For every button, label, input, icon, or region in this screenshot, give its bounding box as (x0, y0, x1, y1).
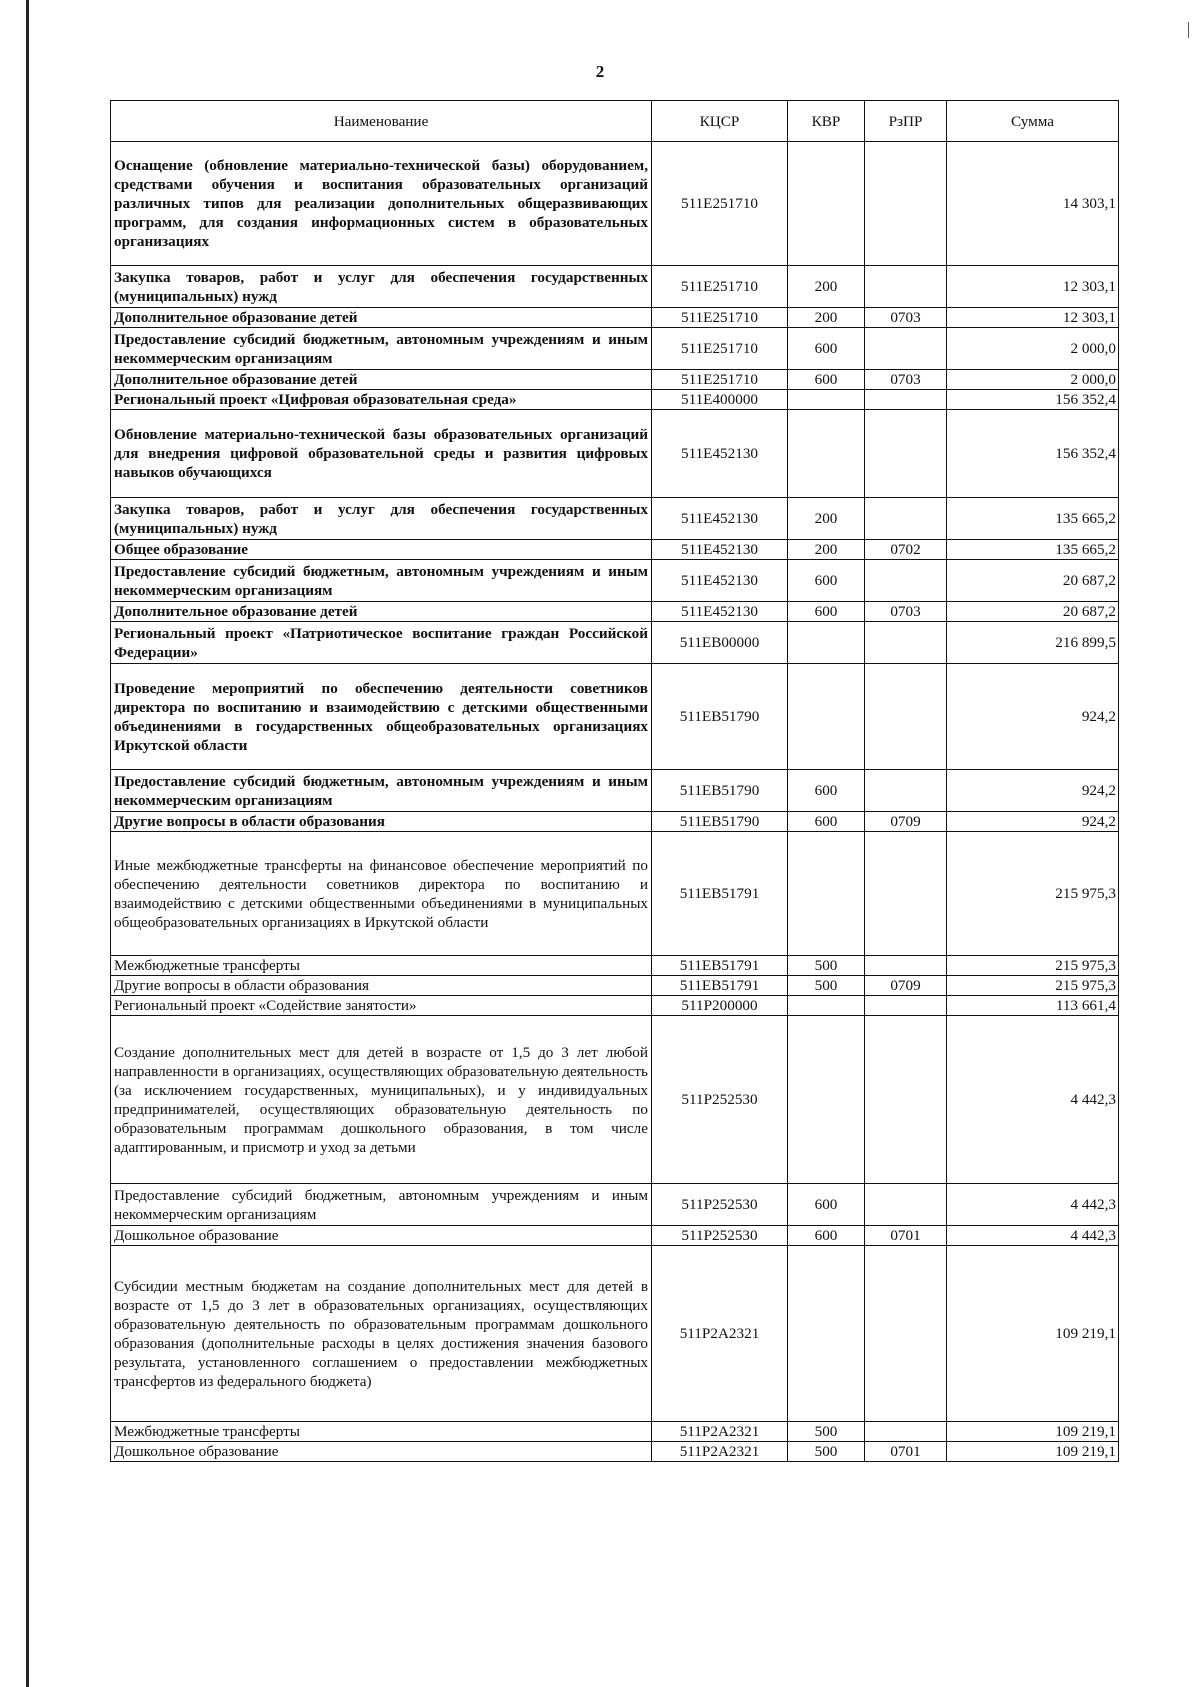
cell-sum: 113 661,4 (947, 996, 1119, 1016)
cell-kcsr: 511EB00000 (652, 622, 788, 664)
cell-sum: 135 665,2 (947, 540, 1119, 560)
cell-kcsr: 511E251710 (652, 142, 788, 266)
cell-rzpr (865, 266, 947, 308)
cell-sum: 215 975,3 (947, 956, 1119, 976)
cell-rzpr (865, 622, 947, 664)
cell-rzpr (865, 498, 947, 540)
cell-sum: 12 303,1 (947, 266, 1119, 308)
cell-kvr (788, 664, 865, 770)
cell-rzpr: 0703 (865, 370, 947, 390)
cell-name: Дополнительное образование детей (111, 308, 652, 328)
table-row (111, 1226, 1119, 1246)
cell-kcsr: 511P2A2321 (652, 1246, 788, 1422)
cell-sum: 4 442,3 (947, 1184, 1119, 1226)
table-row (111, 622, 1119, 664)
cell-kvr (788, 410, 865, 498)
cell-rzpr (865, 770, 947, 812)
table-row (111, 498, 1119, 540)
cell-kcsr: 511P2A2321 (652, 1442, 788, 1462)
header-sum: Сумма (947, 101, 1119, 142)
cell-kcsr: 511EB51791 (652, 976, 788, 996)
table-row (111, 540, 1119, 560)
cell-name: Дополнительное образование детей (111, 602, 652, 622)
cell-name: Дошкольное образование (111, 1442, 652, 1462)
cell-rzpr (865, 390, 947, 410)
cell-sum: 14 303,1 (947, 142, 1119, 266)
cell-name: Предоставление субсидий бюджетным, автономным учреждениям и иным некоммерческим организациям (111, 328, 652, 370)
cell-kvr: 600 (788, 1184, 865, 1226)
cell-rzpr: 0709 (865, 976, 947, 996)
table-row (111, 956, 1119, 976)
header-kvr: КВР (788, 101, 865, 142)
cell-kvr (788, 390, 865, 410)
cell-kcsr: 511P252530 (652, 1184, 788, 1226)
cell-kcsr: 511E452130 (652, 602, 788, 622)
cell-rzpr (865, 996, 947, 1016)
table-row (111, 1016, 1119, 1184)
cell-sum: 215 975,3 (947, 976, 1119, 996)
cell-sum: 924,2 (947, 664, 1119, 770)
binding-line-right (1188, 22, 1189, 38)
cell-name: Предоставление субсидий бюджетным, автономным учреждениям и иным некоммерческим организациям (111, 560, 652, 602)
cell-sum: 156 352,4 (947, 410, 1119, 498)
cell-kvr: 600 (788, 770, 865, 812)
cell-name: Межбюджетные трансферты (111, 956, 652, 976)
table-row (111, 410, 1119, 498)
table-row (111, 142, 1119, 266)
cell-name: Оснащение (обновление материально-технической базы) оборудованием, средствами обучения и воспитания образовательных организаций различных типов для реализации дополнительных общеразвивающих программ, для создания информационных систем в образовательных организациях (111, 142, 652, 266)
cell-kvr (788, 142, 865, 266)
cell-name: Общее образование (111, 540, 652, 560)
cell-sum: 156 352,4 (947, 390, 1119, 410)
cell-rzpr (865, 142, 947, 266)
cell-kcsr: 511E400000 (652, 390, 788, 410)
table-row (111, 770, 1119, 812)
cell-name: Предоставление субсидий бюджетным, автономным учреждениям и иным некоммерческим организациям (111, 770, 652, 812)
cell-kcsr: 511EB51791 (652, 956, 788, 976)
table-row (111, 1442, 1119, 1462)
cell-name: Создание дополнительных мест для детей в возрасте от 1,5 до 3 лет любой направленности в организациях, осуществляющих образовательную деятельность (за исключением государственных, муниципальных), и у индивидуальных предпринимателей, осуществляющих образовательную деятельность по образовательным программам дошкольного образования, в том числе адаптированным, и присмотр и уход за детьми (111, 1016, 652, 1184)
cell-name: Дошкольное образование (111, 1226, 652, 1246)
cell-kcsr: 511P2A2321 (652, 1422, 788, 1442)
cell-sum: 109 219,1 (947, 1246, 1119, 1422)
cell-kvr (788, 832, 865, 956)
cell-kcsr: 511P252530 (652, 1226, 788, 1246)
cell-sum: 20 687,2 (947, 602, 1119, 622)
cell-rzpr: 0701 (865, 1442, 947, 1462)
cell-name: Иные межбюджетные трансферты на финансовое обеспечение мероприятий по обеспечению деятельности советников директора по воспитанию и взаимодействию с детскими общественными объединениями в муниципальных общеобразовательных организациях в Иркутской области (111, 832, 652, 956)
table-body (111, 142, 1119, 1462)
table-row (111, 1184, 1119, 1226)
cell-rzpr: 0703 (865, 602, 947, 622)
cell-rzpr (865, 1246, 947, 1422)
cell-kvr: 600 (788, 812, 865, 832)
cell-kvr: 500 (788, 956, 865, 976)
cell-kcsr: 511E251710 (652, 370, 788, 390)
table-row (111, 390, 1119, 410)
cell-kvr: 600 (788, 328, 865, 370)
table-row (111, 266, 1119, 308)
cell-rzpr (865, 832, 947, 956)
cell-kvr: 600 (788, 602, 865, 622)
page-number: 2 (595, 62, 605, 81)
cell-rzpr (865, 1016, 947, 1184)
table-row (111, 308, 1119, 328)
header-name: Наименование (111, 101, 652, 142)
cell-rzpr: 0709 (865, 812, 947, 832)
cell-sum: 4 442,3 (947, 1016, 1119, 1184)
table-row (111, 812, 1119, 832)
cell-kcsr: 511EB51790 (652, 664, 788, 770)
cell-sum: 924,2 (947, 812, 1119, 832)
cell-name: Межбюджетные трансферты (111, 1422, 652, 1442)
cell-kcsr: 511EB51790 (652, 770, 788, 812)
cell-name: Другие вопросы в области образования (111, 976, 652, 996)
cell-sum: 12 303,1 (947, 308, 1119, 328)
cell-kcsr: 511E251710 (652, 266, 788, 308)
cell-sum: 20 687,2 (947, 560, 1119, 602)
cell-rzpr: 0701 (865, 1226, 947, 1246)
cell-kvr (788, 1016, 865, 1184)
cell-kcsr: 511P200000 (652, 996, 788, 1016)
cell-name: Региональный проект «Цифровая образовательная среда» (111, 390, 652, 410)
cell-rzpr (865, 664, 947, 770)
cell-kcsr: 511EB51791 (652, 832, 788, 956)
cell-kvr: 600 (788, 370, 865, 390)
table-row (111, 328, 1119, 370)
cell-sum: 109 219,1 (947, 1422, 1119, 1442)
table-row (111, 602, 1119, 622)
cell-kvr: 500 (788, 1422, 865, 1442)
cell-name: Региональный проект «Патриотическое воспитание граждан Российской Федерации» (111, 622, 652, 664)
cell-sum: 109 219,1 (947, 1442, 1119, 1462)
table-row (111, 1422, 1119, 1442)
cell-sum: 2 000,0 (947, 328, 1119, 370)
cell-rzpr (865, 560, 947, 602)
cell-sum: 4 442,3 (947, 1226, 1119, 1246)
table-row (111, 1246, 1119, 1422)
cell-sum: 216 899,5 (947, 622, 1119, 664)
cell-sum: 135 665,2 (947, 498, 1119, 540)
cell-name: Закупка товаров, работ и услуг для обеспечения государственных (муниципальных) нужд (111, 498, 652, 540)
cell-rzpr: 0703 (865, 308, 947, 328)
table-row (111, 996, 1119, 1016)
table-row (111, 832, 1119, 956)
cell-rzpr (865, 1422, 947, 1442)
cell-name: Предоставление субсидий бюджетным, автономным учреждениям и иным некоммерческим организациям (111, 1184, 652, 1226)
cell-kcsr: 511E452130 (652, 410, 788, 498)
cell-sum: 924,2 (947, 770, 1119, 812)
cell-rzpr: 0702 (865, 540, 947, 560)
cell-kvr: 600 (788, 560, 865, 602)
cell-name: Проведение мероприятий по обеспечению деятельности советников директора по воспитанию и взаимодействию с детскими общественными объединениями в государственных общеобразовательных организациях Иркутской области (111, 664, 652, 770)
cell-kvr: 200 (788, 540, 865, 560)
cell-name: Закупка товаров, работ и услуг для обеспечения государственных (муниципальных) нужд (111, 266, 652, 308)
cell-kcsr: 511E452130 (652, 560, 788, 602)
cell-kcsr: 511P252530 (652, 1016, 788, 1184)
table-header-row (111, 101, 1119, 142)
cell-kcsr: 511EB51790 (652, 812, 788, 832)
cell-kvr (788, 1246, 865, 1422)
cell-name: Обновление материально-технической базы образовательных организаций для внедрения цифровой образовательной среды и развития цифровых навыков обучающихся (111, 410, 652, 498)
cell-kvr (788, 996, 865, 1016)
cell-name: Субсидии местным бюджетам на создание дополнительных мест для детей в возрасте от 1,5 до 3 лет в образовательных организациях, осуществляющих образовательную деятельность по образовательным программам дошкольного образования (дополнительные расходы в целях достижения значения базового результата, установленного соглашением о предоставлении межбюджетных трансфертов из федерального бюджета) (111, 1246, 652, 1422)
cell-kvr: 200 (788, 266, 865, 308)
cell-name: Региональный проект «Содействие занятости» (111, 996, 652, 1016)
cell-sum: 215 975,3 (947, 832, 1119, 956)
cell-kcsr: 511E251710 (652, 328, 788, 370)
cell-rzpr (865, 956, 947, 976)
cell-name: Дополнительное образование детей (111, 370, 652, 390)
cell-kvr: 200 (788, 498, 865, 540)
budget-table-container (110, 100, 1118, 1462)
cell-rzpr (865, 1184, 947, 1226)
cell-kcsr: 511E452130 (652, 540, 788, 560)
cell-name: Другие вопросы в области образования (111, 812, 652, 832)
cell-kvr: 600 (788, 1226, 865, 1246)
cell-sum: 2 000,0 (947, 370, 1119, 390)
cell-kcsr: 511E251710 (652, 308, 788, 328)
budget-table (110, 100, 1119, 1462)
table-row (111, 560, 1119, 602)
header-kcsr: КЦСР (652, 101, 788, 142)
cell-rzpr (865, 328, 947, 370)
binding-line-left (26, 0, 29, 1687)
table-row (111, 976, 1119, 996)
cell-rzpr (865, 410, 947, 498)
cell-kvr: 500 (788, 976, 865, 996)
cell-kcsr: 511E452130 (652, 498, 788, 540)
cell-kvr: 200 (788, 308, 865, 328)
table-row (111, 664, 1119, 770)
header-rzpr: РзПР (865, 101, 947, 142)
cell-kvr: 500 (788, 1442, 865, 1462)
table-row (111, 370, 1119, 390)
cell-kvr (788, 622, 865, 664)
